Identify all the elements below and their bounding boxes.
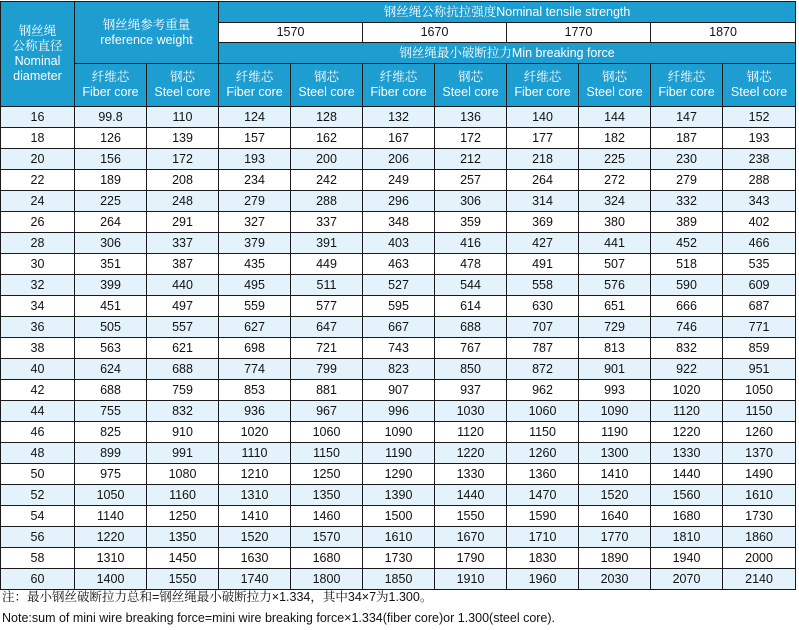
value-cell: 832 — [147, 401, 219, 422]
value-cell: 507 — [579, 254, 651, 275]
value-cell: 187 — [651, 128, 723, 149]
value-cell: 1050 — [723, 380, 796, 401]
value-cell: 242 — [291, 170, 363, 191]
value-cell: 1330 — [651, 443, 723, 464]
diameter-cell: 40 — [1, 359, 75, 380]
grade-1570-header: 1570 — [219, 23, 363, 43]
value-cell: 157 — [219, 128, 291, 149]
value-cell: 306 — [75, 233, 147, 254]
value-cell: 1300 — [579, 443, 651, 464]
value-cell: 721 — [291, 338, 363, 359]
value-cell: 144 — [579, 107, 651, 128]
value-cell: 147 — [651, 107, 723, 128]
value-cell: 951 — [723, 359, 796, 380]
value-cell: 630 — [507, 296, 579, 317]
value-cell: 1630 — [219, 548, 291, 569]
value-cell: 729 — [579, 317, 651, 338]
table-row — [1, 485, 796, 506]
diameter-cell: 60 — [1, 569, 75, 590]
table-row — [1, 107, 796, 128]
value-cell: 1210 — [219, 464, 291, 485]
fiber-core-header: 纤维芯 Fiber core — [75, 64, 147, 107]
steel-core-header: 钢芯 Steel core — [723, 64, 796, 107]
value-cell: 609 — [723, 275, 796, 296]
value-cell: 688 — [147, 359, 219, 380]
value-cell: 859 — [723, 338, 796, 359]
value-cell: 435 — [219, 254, 291, 275]
value-cell: 379 — [219, 233, 291, 254]
value-cell: 1790 — [435, 548, 507, 569]
value-cell: 1050 — [75, 485, 147, 506]
value-cell: 1310 — [219, 485, 291, 506]
value-cell: 698 — [219, 338, 291, 359]
value-cell: 206 — [363, 149, 435, 170]
value-cell: 351 — [75, 254, 147, 275]
diameter-cell: 30 — [1, 254, 75, 275]
table-row — [1, 380, 796, 401]
value-cell: 389 — [651, 212, 723, 233]
value-cell: 449 — [291, 254, 363, 275]
table-row — [1, 212, 796, 233]
diameter-cell: 18 — [1, 128, 75, 149]
value-cell: 288 — [723, 170, 796, 191]
value-cell: 1520 — [579, 485, 651, 506]
value-cell: 823 — [363, 359, 435, 380]
fiber-core-header: 纤维芯 Fiber core — [507, 64, 579, 107]
value-cell: 993 — [579, 380, 651, 401]
value-cell: 899 — [75, 443, 147, 464]
value-cell: 505 — [75, 317, 147, 338]
value-cell: 1610 — [723, 485, 796, 506]
value-cell: 156 — [75, 149, 147, 170]
value-cell: 1220 — [75, 527, 147, 548]
value-cell: 1500 — [363, 506, 435, 527]
diameter-cell: 36 — [1, 317, 75, 338]
value-cell: 140 — [507, 107, 579, 128]
value-cell: 825 — [75, 422, 147, 443]
note-english: Note:sum of mini wire breaking force=mini wire breaking force×1.334(fiber core)or 1.300(steel core). — [2, 611, 556, 625]
value-cell: 126 — [75, 128, 147, 149]
value-cell: 1440 — [651, 464, 723, 485]
grade-1670-header: 1670 — [363, 23, 507, 43]
value-cell: 327 — [219, 212, 291, 233]
value-cell: 478 — [435, 254, 507, 275]
value-cell: 152 — [723, 107, 796, 128]
value-cell: 813 — [579, 338, 651, 359]
value-cell: 332 — [651, 191, 723, 212]
value-cell: 1410 — [219, 506, 291, 527]
value-cell: 1090 — [363, 422, 435, 443]
value-cell: 667 — [363, 317, 435, 338]
value-cell: 2030 — [579, 569, 651, 590]
value-cell: 590 — [651, 275, 723, 296]
table-row — [1, 254, 796, 275]
value-cell: 264 — [75, 212, 147, 233]
value-cell: 249 — [363, 170, 435, 191]
value-cell: 172 — [435, 128, 507, 149]
value-cell: 162 — [291, 128, 363, 149]
value-cell: 1080 — [147, 464, 219, 485]
value-cell: 688 — [75, 380, 147, 401]
table-row — [1, 527, 796, 548]
value-cell: 1960 — [507, 569, 579, 590]
value-cell: 441 — [579, 233, 651, 254]
value-cell: 1810 — [651, 527, 723, 548]
table-notes — [2, 587, 797, 629]
diameter-cell: 16 — [1, 107, 75, 128]
value-cell: 238 — [723, 149, 796, 170]
table-row — [1, 464, 796, 485]
value-cell: 348 — [363, 212, 435, 233]
value-cell: 1190 — [579, 422, 651, 443]
value-cell: 189 — [75, 170, 147, 191]
value-cell: 1730 — [363, 548, 435, 569]
value-cell: 306 — [435, 191, 507, 212]
value-cell: 1290 — [363, 464, 435, 485]
value-cell: 1020 — [219, 422, 291, 443]
value-cell: 759 — [147, 380, 219, 401]
value-cell: 1150 — [723, 401, 796, 422]
fiber-core-header: 纤维芯 Fiber core — [363, 64, 435, 107]
value-cell: 1680 — [651, 506, 723, 527]
value-cell: 403 — [363, 233, 435, 254]
value-cell: 1060 — [507, 401, 579, 422]
value-cell: 1590 — [507, 506, 579, 527]
value-cell: 1450 — [147, 548, 219, 569]
value-cell: 1570 — [291, 527, 363, 548]
value-cell: 559 — [219, 296, 291, 317]
value-cell: 132 — [363, 107, 435, 128]
value-cell: 1910 — [435, 569, 507, 590]
table-row — [1, 422, 796, 443]
value-cell: 624 — [75, 359, 147, 380]
value-cell: 337 — [291, 212, 363, 233]
table-row — [1, 401, 796, 422]
value-cell: 511 — [291, 275, 363, 296]
value-cell: 257 — [435, 170, 507, 191]
value-cell: 2000 — [723, 548, 796, 569]
value-cell: 799 — [291, 359, 363, 380]
value-cell: 1220 — [435, 443, 507, 464]
breaking-force-header: 钢丝绳最小破断拉力Min breaking force — [219, 43, 796, 64]
value-cell: 136 — [435, 107, 507, 128]
value-cell: 967 — [291, 401, 363, 422]
value-cell: 595 — [363, 296, 435, 317]
diameter-cell: 44 — [1, 401, 75, 422]
value-cell: 544 — [435, 275, 507, 296]
value-cell: 1520 — [219, 527, 291, 548]
value-cell: 627 — [219, 317, 291, 338]
value-cell: 1710 — [507, 527, 579, 548]
value-cell: 314 — [507, 191, 579, 212]
note-chinese: 注：最小钢丝破断拉力总和=钢丝绳最小破断拉力×1.334，其中34×7为1.300。 — [2, 590, 433, 604]
value-cell: 962 — [507, 380, 579, 401]
value-cell: 1260 — [507, 443, 579, 464]
value-cell: 771 — [723, 317, 796, 338]
value-cell: 647 — [291, 317, 363, 338]
value-cell: 324 — [579, 191, 651, 212]
value-cell: 922 — [651, 359, 723, 380]
value-cell: 651 — [579, 296, 651, 317]
value-cell: 337 — [147, 233, 219, 254]
value-cell: 1890 — [579, 548, 651, 569]
value-cell: 359 — [435, 212, 507, 233]
value-cell: 1460 — [291, 506, 363, 527]
value-cell: 991 — [147, 443, 219, 464]
value-cell: 1800 — [291, 569, 363, 590]
value-cell: 621 — [147, 338, 219, 359]
value-cell: 535 — [723, 254, 796, 275]
diameter-cell: 26 — [1, 212, 75, 233]
value-cell: 1150 — [507, 422, 579, 443]
diameter-cell: 28 — [1, 233, 75, 254]
value-cell: 1390 — [363, 485, 435, 506]
steel-core-header: 钢芯 Steel core — [291, 64, 363, 107]
value-cell: 1120 — [435, 422, 507, 443]
value-cell: 110 — [147, 107, 219, 128]
value-cell: 743 — [363, 338, 435, 359]
table-row — [1, 149, 796, 170]
value-cell: 707 — [507, 317, 579, 338]
value-cell: 451 — [75, 296, 147, 317]
diameter-cell: 24 — [1, 191, 75, 212]
diameter-cell: 54 — [1, 506, 75, 527]
nominal-diameter-header: 钢丝绳 公称直径 Nominal diameter — [1, 2, 75, 107]
value-cell: 1330 — [435, 464, 507, 485]
value-cell: 1770 — [579, 527, 651, 548]
value-cell: 558 — [507, 275, 579, 296]
value-cell: 343 — [723, 191, 796, 212]
value-cell: 881 — [291, 380, 363, 401]
value-cell: 1830 — [507, 548, 579, 569]
fiber-core-header: 纤维芯 Fiber core — [651, 64, 723, 107]
value-cell: 172 — [147, 149, 219, 170]
value-cell: 200 — [291, 149, 363, 170]
diameter-cell: 32 — [1, 275, 75, 296]
value-cell: 563 — [75, 338, 147, 359]
value-cell: 497 — [147, 296, 219, 317]
value-cell: 1020 — [651, 380, 723, 401]
steel-core-header: 钢芯 Steel core — [435, 64, 507, 107]
value-cell: 399 — [75, 275, 147, 296]
value-cell: 1350 — [147, 527, 219, 548]
diameter-cell: 22 — [1, 170, 75, 191]
table-row — [1, 317, 796, 338]
value-cell: 666 — [651, 296, 723, 317]
diameter-cell: 56 — [1, 527, 75, 548]
table-row — [1, 359, 796, 380]
value-cell: 427 — [507, 233, 579, 254]
value-cell: 1030 — [435, 401, 507, 422]
diameter-cell: 20 — [1, 149, 75, 170]
value-cell: 1090 — [579, 401, 651, 422]
value-cell: 1560 — [651, 485, 723, 506]
value-cell: 832 — [651, 338, 723, 359]
value-cell: 291 — [147, 212, 219, 233]
value-cell: 230 — [651, 149, 723, 170]
value-cell: 1120 — [651, 401, 723, 422]
value-cell: 688 — [435, 317, 507, 338]
diameter-cell: 38 — [1, 338, 75, 359]
fiber-core-header: 纤维芯 Fiber core — [219, 64, 291, 107]
value-cell: 614 — [435, 296, 507, 317]
value-cell: 936 — [219, 401, 291, 422]
value-cell: 1310 — [75, 548, 147, 569]
value-cell: 1400 — [75, 569, 147, 590]
value-cell: 167 — [363, 128, 435, 149]
table-row — [1, 128, 796, 149]
value-cell: 491 — [507, 254, 579, 275]
table-row — [1, 506, 796, 527]
value-cell: 557 — [147, 317, 219, 338]
value-cell: 1850 — [363, 569, 435, 590]
value-cell: 391 — [291, 233, 363, 254]
value-cell: 225 — [579, 149, 651, 170]
value-cell: 218 — [507, 149, 579, 170]
value-cell: 177 — [507, 128, 579, 149]
value-cell: 463 — [363, 254, 435, 275]
table-body — [1, 107, 796, 590]
value-cell: 248 — [147, 191, 219, 212]
value-cell: 369 — [507, 212, 579, 233]
value-cell: 2070 — [651, 569, 723, 590]
table-row — [1, 296, 796, 317]
value-cell: 1190 — [363, 443, 435, 464]
value-cell: 1360 — [507, 464, 579, 485]
value-cell: 996 — [363, 401, 435, 422]
diameter-cell: 34 — [1, 296, 75, 317]
table-row — [1, 233, 796, 254]
value-cell: 767 — [435, 338, 507, 359]
value-cell: 182 — [579, 128, 651, 149]
table-row — [1, 548, 796, 569]
value-cell: 212 — [435, 149, 507, 170]
value-cell: 2140 — [723, 569, 796, 590]
value-cell: 466 — [723, 233, 796, 254]
value-cell: 288 — [291, 191, 363, 212]
value-cell: 1260 — [723, 422, 796, 443]
value-cell: 1160 — [147, 485, 219, 506]
value-cell: 208 — [147, 170, 219, 191]
value-cell: 128 — [291, 107, 363, 128]
value-cell: 518 — [651, 254, 723, 275]
value-cell: 901 — [579, 359, 651, 380]
value-cell: 1250 — [291, 464, 363, 485]
value-cell: 527 — [363, 275, 435, 296]
value-cell: 577 — [291, 296, 363, 317]
value-cell: 279 — [219, 191, 291, 212]
value-cell: 1550 — [147, 569, 219, 590]
table-row — [1, 170, 796, 191]
value-cell: 576 — [579, 275, 651, 296]
value-cell: 1150 — [291, 443, 363, 464]
value-cell: 1640 — [579, 506, 651, 527]
value-cell: 193 — [723, 128, 796, 149]
value-cell: 99.8 — [75, 107, 147, 128]
rope-spec-table — [0, 1, 796, 590]
value-cell: 193 — [219, 149, 291, 170]
value-cell: 1550 — [435, 506, 507, 527]
value-cell: 1140 — [75, 506, 147, 527]
value-cell: 1740 — [219, 569, 291, 590]
value-cell: 416 — [435, 233, 507, 254]
value-cell: 296 — [363, 191, 435, 212]
value-cell: 1060 — [291, 422, 363, 443]
value-cell: 907 — [363, 380, 435, 401]
value-cell: 279 — [651, 170, 723, 191]
value-cell: 1610 — [363, 527, 435, 548]
value-cell: 975 — [75, 464, 147, 485]
value-cell: 1110 — [219, 443, 291, 464]
value-cell: 774 — [219, 359, 291, 380]
value-cell: 264 — [507, 170, 579, 191]
value-cell: 850 — [435, 359, 507, 380]
value-cell: 380 — [579, 212, 651, 233]
table-row — [1, 275, 796, 296]
value-cell: 910 — [147, 422, 219, 443]
diameter-cell: 50 — [1, 464, 75, 485]
diameter-cell: 58 — [1, 548, 75, 569]
value-cell: 1860 — [723, 527, 796, 548]
grade-1870-header: 1870 — [651, 23, 796, 43]
value-cell: 440 — [147, 275, 219, 296]
diameter-cell: 42 — [1, 380, 75, 401]
value-cell: 402 — [723, 212, 796, 233]
diameter-cell: 52 — [1, 485, 75, 506]
tensile-strength-header: 钢丝绳公称抗拉强度Nominal tensile strength — [219, 2, 796, 23]
value-cell: 387 — [147, 254, 219, 275]
value-cell: 872 — [507, 359, 579, 380]
value-cell: 1440 — [435, 485, 507, 506]
value-cell: 1490 — [723, 464, 796, 485]
value-cell: 687 — [723, 296, 796, 317]
reference-weight-header: 钢丝绳参考重量 reference weight — [75, 2, 219, 64]
value-cell: 1940 — [651, 548, 723, 569]
steel-core-header: 钢芯 Steel core — [579, 64, 651, 107]
value-cell: 1680 — [291, 548, 363, 569]
value-cell: 1730 — [723, 506, 796, 527]
value-cell: 234 — [219, 170, 291, 191]
value-cell: 225 — [75, 191, 147, 212]
value-cell: 787 — [507, 338, 579, 359]
value-cell: 139 — [147, 128, 219, 149]
diameter-cell: 48 — [1, 443, 75, 464]
value-cell: 937 — [435, 380, 507, 401]
grade-1770-header: 1770 — [507, 23, 651, 43]
value-cell: 495 — [219, 275, 291, 296]
table-row — [1, 443, 796, 464]
value-cell: 1410 — [579, 464, 651, 485]
value-cell: 755 — [75, 401, 147, 422]
value-cell: 1370 — [723, 443, 796, 464]
table-row — [1, 191, 796, 212]
value-cell: 1470 — [507, 485, 579, 506]
value-cell: 1350 — [291, 485, 363, 506]
value-cell: 272 — [579, 170, 651, 191]
steel-core-header: 钢芯 Steel core — [147, 64, 219, 107]
diameter-cell: 46 — [1, 422, 75, 443]
value-cell: 853 — [219, 380, 291, 401]
value-cell: 1220 — [651, 422, 723, 443]
table-row — [1, 338, 796, 359]
value-cell: 124 — [219, 107, 291, 128]
value-cell: 1250 — [147, 506, 219, 527]
value-cell: 1670 — [435, 527, 507, 548]
value-cell: 452 — [651, 233, 723, 254]
value-cell: 746 — [651, 317, 723, 338]
